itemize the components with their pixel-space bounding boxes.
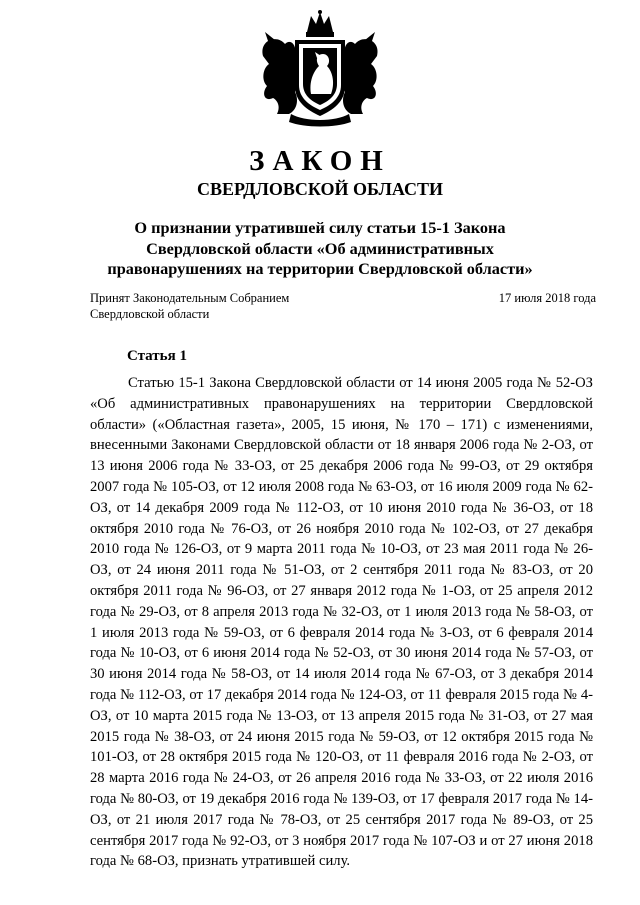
document-region: СВЕРДЛОВСКОЙ ОБЛАСТИ [197,179,443,199]
adoption-date: 17 июля 2018 года [498,291,596,305]
article-body: Статью 15-1 Закона Свердловской области от 14 июня 2005 года № 52-ОЗ «Об административных правонарушениях на территории Свердловской области» («Областная газета», 2005, 15 июня, № 170 – 171) с изменениями, внесенными Законами Свердловской области от 18 января 2006 года № 2-ОЗ, от 13 июня 2006 года № 33-ОЗ, от 25 декабря 2006 года № 99-ОЗ, от 29 октября 2007 года № 105-ОЗ, от 12 июля 2008 года № 63-ОЗ, от 16 июля 2009 года № 62-ОЗ, от 14 декабря 2009 года № 112-ОЗ, от 10 июня 2010 года № 36-ОЗ, от 18 октября 2010 года № 76-ОЗ, от 26 ноября 2010 года № 102-ОЗ, от 27 декабря 2010 года № 126-ОЗ, от 9 марта 2011 года № 10-ОЗ, от 23 мая 2011 года № 26-ОЗ, от 24 июня 2011 года № 51-ОЗ, от 2 сентября 2011 года № 83-ОЗ, от 20 октября 2011 года № 96-ОЗ, от 27 января 2012 года № 1-ОЗ, от 25 апреля 2012 года № 29-ОЗ, от 8 апреля 2013 года № 32-ОЗ, от 1 июля 2013 года № 58-ОЗ, от 1 июля 2013 года № 59-ОЗ, от 6 февраля 2014 года № 3-ОЗ, от 6 февраля 2014 года № 10-ОЗ, от 6 июня 2014 года № 52-ОЗ, от 30 июня 2014 года № 57-ОЗ, от 30 июня 2014 года № 58-ОЗ, от 14 июля 2014 года № 67-ОЗ, от 3 декабря 2014 года № 112-ОЗ, от 17 декабря 2014 года № 124-ОЗ, от 11 февраля 2015 года № 4-ОЗ, от 10 марта 2015 года № 13-ОЗ, от 13 апреля 2015 года № 31-ОЗ, от 27 мая 2015 года № 38-ОЗ, от 24 июня 2015 года № 59-ОЗ, от 12 октября 2015 года № 101-ОЗ, от 28 октября 2015 года № 120-ОЗ, от 11 февраля 2016 года № 2-ОЗ, от 28 марта 2016 года № 24-ОЗ, от 26 апреля 2016 года № 33-ОЗ, от 22 июля 2016 года № 80-ОЗ, от 19 декабря 2016 года № 139-ОЗ, от 17 февраля 2017 года № 14-ОЗ, от 21 июля 2017 года № 78-ОЗ, от 25 сентября 2017 года № 89-ОЗ, от 25 сентября 2017 года № 92-ОЗ, от 3 ноября 2017 года № 107-ОЗ и от 27 июня 2018 года № 68-ОЗ, признать утратившей силу. [90,375,593,870]
coat-of-arms-icon [255,10,385,128]
document-title: ЗАКОН [249,145,391,177]
adoption-authority-line1: Принят Законодательным Собранием [90,291,290,305]
adoption-authority [90,290,289,322]
article-heading: Статья 1 [127,348,187,364]
document-subtitle: О признании утратившей силу статьи 15-1 Закона Свердловской области «Об административных правонарушениях на территории Свердловской области» [107,218,533,278]
adoption-authority-line2: Свердловской области [90,307,210,321]
